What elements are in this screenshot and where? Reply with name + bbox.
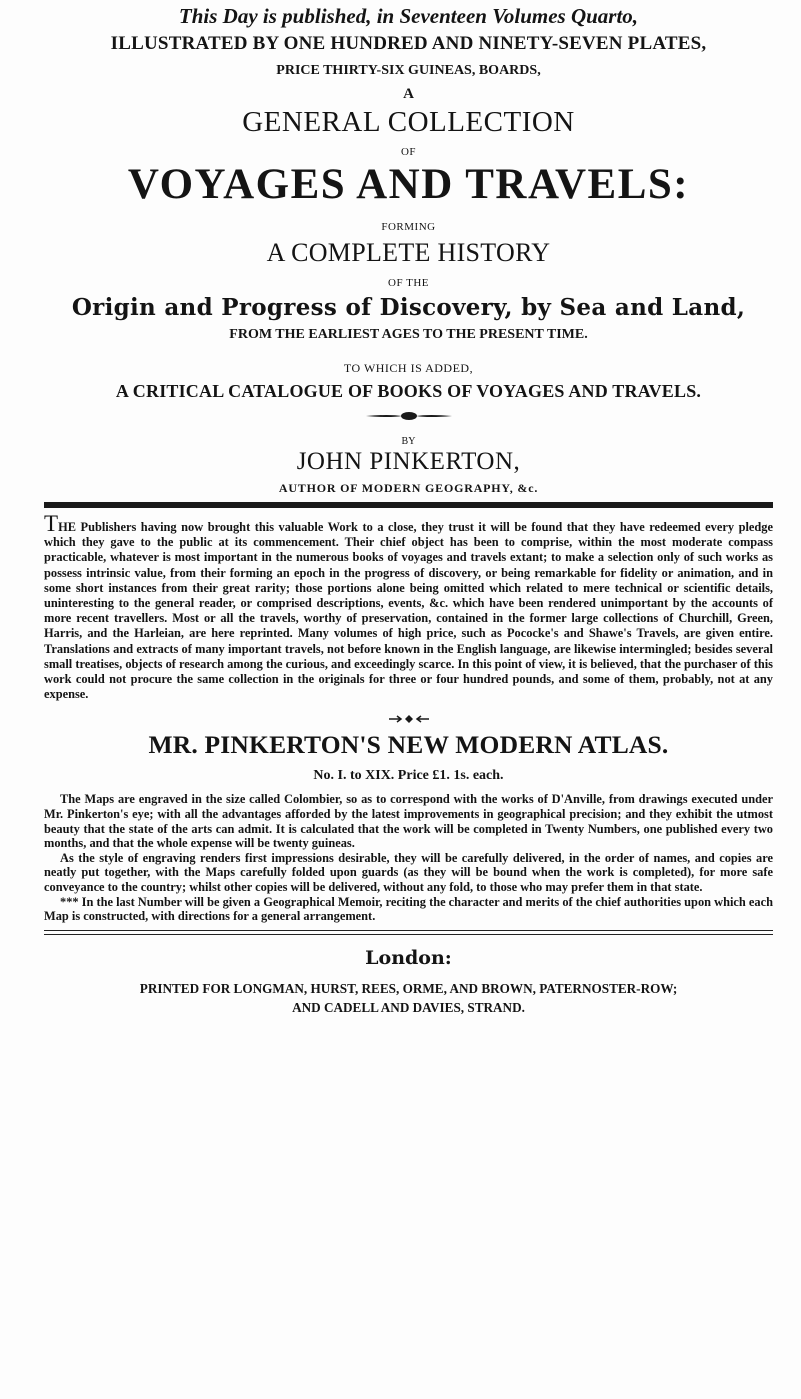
complete-history-heading: A COMPLETE HISTORY <box>266 238 551 267</box>
earliest-ages-line: FROM THE EARLIEST AGES TO THE PRESENT TIME. <box>229 327 588 342</box>
atlas-paragraph-memoir: *** In the last Number will be given a Geographical Memoir, reciting the character and merits of the chief authorities upon which each Map is constructed, with directions for a general arrangement. <box>44 894 773 924</box>
price-line: PRICE THIRTY-SIX GUINEAS, BOARDS, <box>276 63 541 78</box>
double-rule <box>44 930 773 935</box>
arrow-ornament-icon <box>387 714 431 724</box>
of-the-line: OF THE <box>388 277 429 289</box>
imprint-printed-for: PRINTED FOR LONGMAN, HURST, REES, ORME, AND BROWN, PATERNOSTER-ROW; <box>139 980 678 996</box>
article-a: A <box>403 86 414 102</box>
author-description: AUTHOR OF MODERN GEOGRAPHY, &c. <box>278 481 539 495</box>
imprint-cadell-davies: AND CADELL AND DAVIES, STRAND. <box>292 999 525 1015</box>
atlas-paragraph-engraving: As the style of engraving renders first impressions desirable, they will be carefully delivered, in the order of names, and copies are neatly put together, with the Maps carefully folded upon guards (as they will be bound when the work is completed), for more safe conveyance to the country; whilst other copies will be delivered, without any fold, to those who may prefer them in that state. <box>44 850 773 894</box>
atlas-numbers-price: No. I. to XIX. Price £1. 1s. each. <box>313 768 504 784</box>
atlas-heading: MR. PINKERTON'S NEW MODERN ATLAS. <box>148 730 669 760</box>
general-collection-heading: GENERAL COLLECTION <box>242 106 575 138</box>
ornament-divider-icon <box>364 410 454 422</box>
to-which-added-line: TO WHICH IS ADDED, <box>343 361 474 375</box>
thick-rule <box>44 502 773 508</box>
by-line: BY <box>401 436 416 447</box>
drop-cap: T <box>44 511 59 536</box>
origin-progress-line: Origin and Progress of Discovery, by Sea and Land, <box>71 294 746 321</box>
publication-announcement: This Day is published, in Seventeen Volumes Quarto, <box>178 4 639 28</box>
publishers-note-text: HE Publishers having now brought this valuable Work to a close, they trust it will be found that they have redeemed every pledge which they gave to the public at its commencement. Their chief object has been to comprise, within the most moderate compass practicable, whatever is most important in the numerous books of voyages and travels extant; to make a selection only of such works as possess intrinsic value, from their forming an epoch in the progress of discovery, or being remarkable for fidelity or animation, and in some short instances from their great rarity; those portions alone being omitted which related to mere technical or scientific details, uninteresting to the general reader, or comprised descriptions, events, &c. which have been rendered unimportant by the accounts of more recent travellers. Most or all the travels, worthy of preservation, contained in the former large collections of Churchill, Green, Harris, and the Harleian, are here reprinted. Many volumes of high price, such as Pococke's and Shawe's Travels, are given entire. Translations and extracts of many important travels, not before known in the English language, are likewise intermingled; besides several small treatises, objects of research among the curious, and exceedingly scarce. In this point of view, it is believed, that the purchaser of this work could not procure the same collection in the originals for three or four hundred pounds, and some of them, probably, not at any expense. <box>44 520 773 702</box>
atlas-paragraph-maps: The Maps are engraved in the size called Colombier, so as to correspond with the works of D'Anville, from drawings executed under Mr. Pinkerton's eye; with all the advantages afforded by the latest improvements in geographical precision; and they exhibit the utmost beauty that the state of the arts can admit. It is calculated that the work will be completed in Twenty Numbers, one published every two months, and that the whole expense will be twenty guineas. <box>44 792 773 851</box>
critical-catalogue-line: A CRITICAL CATALOGUE OF BOOKS OF VOYAGES AND TRAVELS. <box>115 381 702 401</box>
author-name: JOHN PINKERTON, <box>296 448 521 475</box>
imprint-place: London: <box>365 946 452 969</box>
forming-line: FORMING <box>381 221 436 233</box>
main-title: VOYAGES AND TRAVELS: <box>127 161 690 208</box>
publishers-note <box>44 511 773 702</box>
illustrations-line: ILLUSTRATED BY ONE HUNDRED AND NINETY-SEVEN PLATES, <box>110 33 707 54</box>
of-line: OF <box>400 146 417 158</box>
